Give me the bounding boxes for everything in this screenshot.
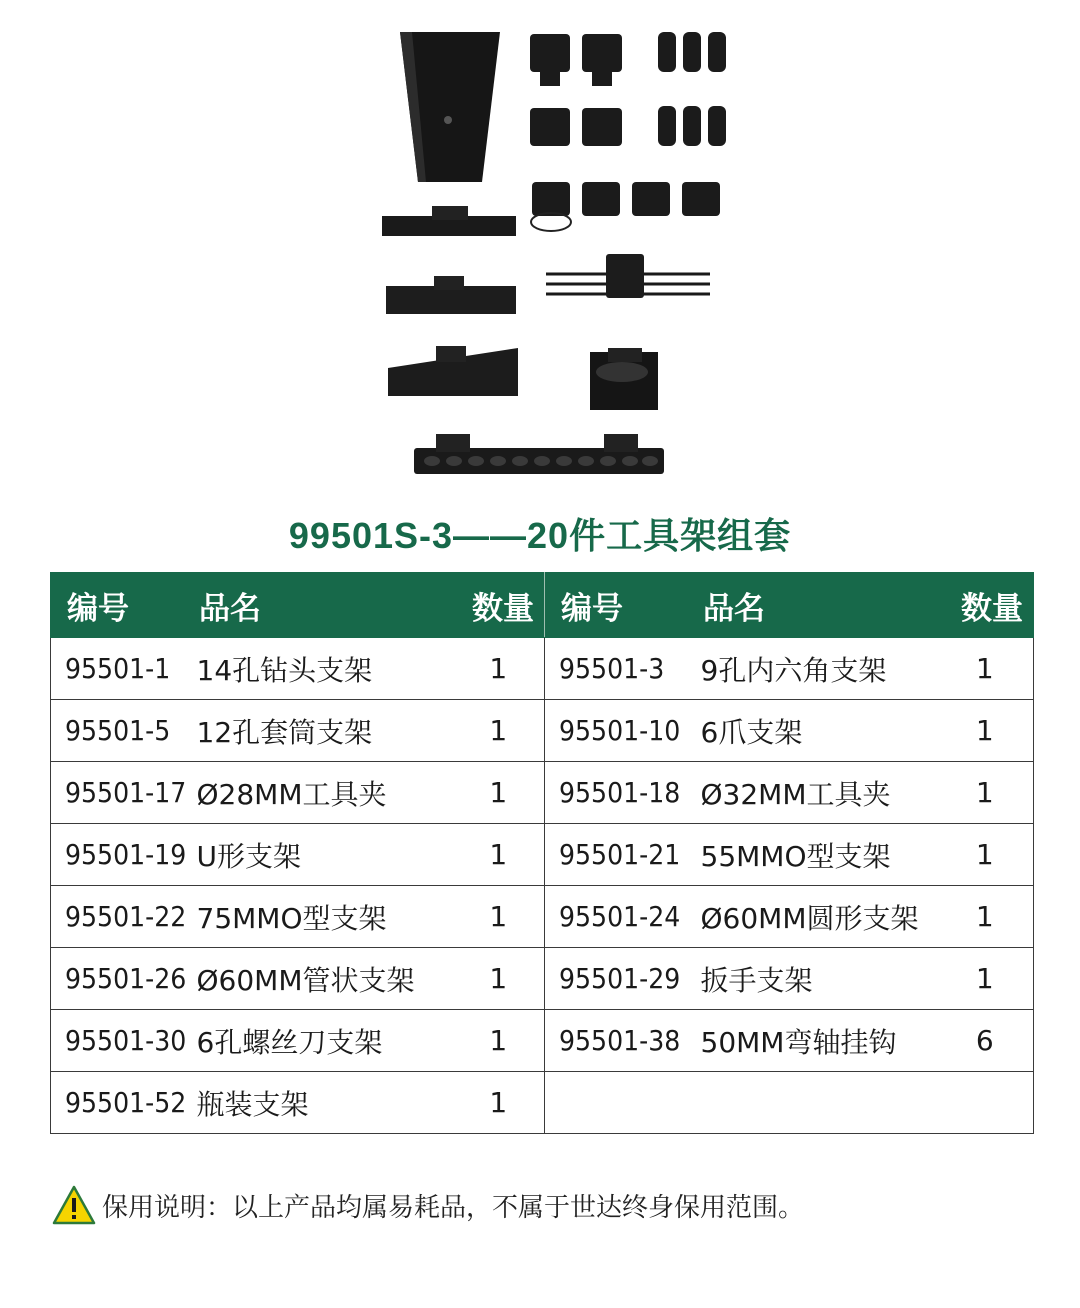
cell-qty: 1 xyxy=(453,762,545,824)
cell-qty: 1 xyxy=(453,1010,545,1072)
cell-qty: 1 xyxy=(937,824,1034,886)
table-row xyxy=(51,824,1034,886)
cell-code: 95501-26 xyxy=(51,948,183,1010)
cell-code: 95501-10 xyxy=(545,700,687,762)
table-row xyxy=(51,1010,1034,1072)
cell-qty: 1 xyxy=(453,824,545,886)
cell-qty: 1 xyxy=(453,700,545,762)
table-row xyxy=(51,886,1034,948)
cell-code: 95501-29 xyxy=(545,948,687,1010)
table-row xyxy=(51,700,1034,762)
cell-name: 6孔螺丝刀支架 xyxy=(183,1010,453,1072)
table-row xyxy=(51,948,1034,1010)
header-code: 编号 xyxy=(545,573,687,638)
cell-name: 14孔钻头支架 xyxy=(183,638,453,700)
cell-qty: 1 xyxy=(937,948,1034,1010)
cell-code: 95501-17 xyxy=(51,762,183,824)
warranty-note xyxy=(52,1184,804,1226)
cell-name: 瓶装支架 xyxy=(183,1072,453,1134)
cell-code: 95501-18 xyxy=(545,762,687,824)
cell-code: 95501-3 xyxy=(545,638,687,700)
cell-name xyxy=(687,1072,937,1134)
warning-icon xyxy=(52,1185,96,1225)
cell-code xyxy=(545,1072,687,1134)
table-row xyxy=(51,1072,1034,1134)
cell-qty xyxy=(937,1072,1034,1134)
cell-qty: 1 xyxy=(937,762,1034,824)
product-photo xyxy=(360,20,740,490)
cell-qty: 1 xyxy=(453,886,545,948)
cell-code: 95501-19 xyxy=(51,824,183,886)
cell-code: 95501-22 xyxy=(51,886,183,948)
warranty-text: 保用说明：以上产品均属易耗品，不属于世达终身保用范围。 xyxy=(102,1192,805,1223)
header-qty: 数量 xyxy=(453,573,545,638)
header-qty: 数量 xyxy=(937,573,1034,638)
cell-name: 75MMO型支架 xyxy=(183,886,453,948)
header-code: 编号 xyxy=(51,573,183,638)
cell-qty: 1 xyxy=(453,948,545,1010)
cell-name: 6爪支架 xyxy=(687,700,937,762)
cell-name: 50MM弯轴挂钩 xyxy=(687,1010,937,1072)
cell-code: 95501-21 xyxy=(545,824,687,886)
cell-name: U形支架 xyxy=(183,824,453,886)
cell-name: 9孔内六角支架 xyxy=(687,638,937,700)
header-name: 品名 xyxy=(687,573,937,638)
cell-name: Ø32MM工具夹 xyxy=(687,762,937,824)
cell-qty: 1 xyxy=(937,638,1034,700)
cell-code: 95501-5 xyxy=(51,700,183,762)
cell-name: Ø60MM管状支架 xyxy=(183,948,453,1010)
table-header-row xyxy=(51,573,1034,638)
table-row xyxy=(51,762,1034,824)
cell-qty: 1 xyxy=(453,1072,545,1134)
cell-code: 95501-1 xyxy=(51,638,183,700)
cell-name: 55MMO型支架 xyxy=(687,824,937,886)
cell-code: 95501-38 xyxy=(545,1010,687,1072)
cell-code: 95501-52 xyxy=(51,1072,183,1134)
cell-name: Ø28MM工具夹 xyxy=(183,762,453,824)
header-name: 品名 xyxy=(183,573,453,638)
cell-qty: 1 xyxy=(937,700,1034,762)
cell-name: Ø60MM圆形支架 xyxy=(687,886,937,948)
page-title: 99501S-3——20件工具架组套 xyxy=(288,515,792,556)
parts-table xyxy=(50,572,1034,1134)
cell-name: 12孔套筒支架 xyxy=(183,700,453,762)
cell-qty: 6 xyxy=(937,1010,1034,1072)
cell-code: 95501-30 xyxy=(51,1010,183,1072)
cell-code: 95501-24 xyxy=(545,886,687,948)
table-row xyxy=(51,638,1034,700)
cell-name: 扳手支架 xyxy=(687,948,937,1010)
cell-qty: 1 xyxy=(937,886,1034,948)
cell-qty: 1 xyxy=(453,638,545,700)
